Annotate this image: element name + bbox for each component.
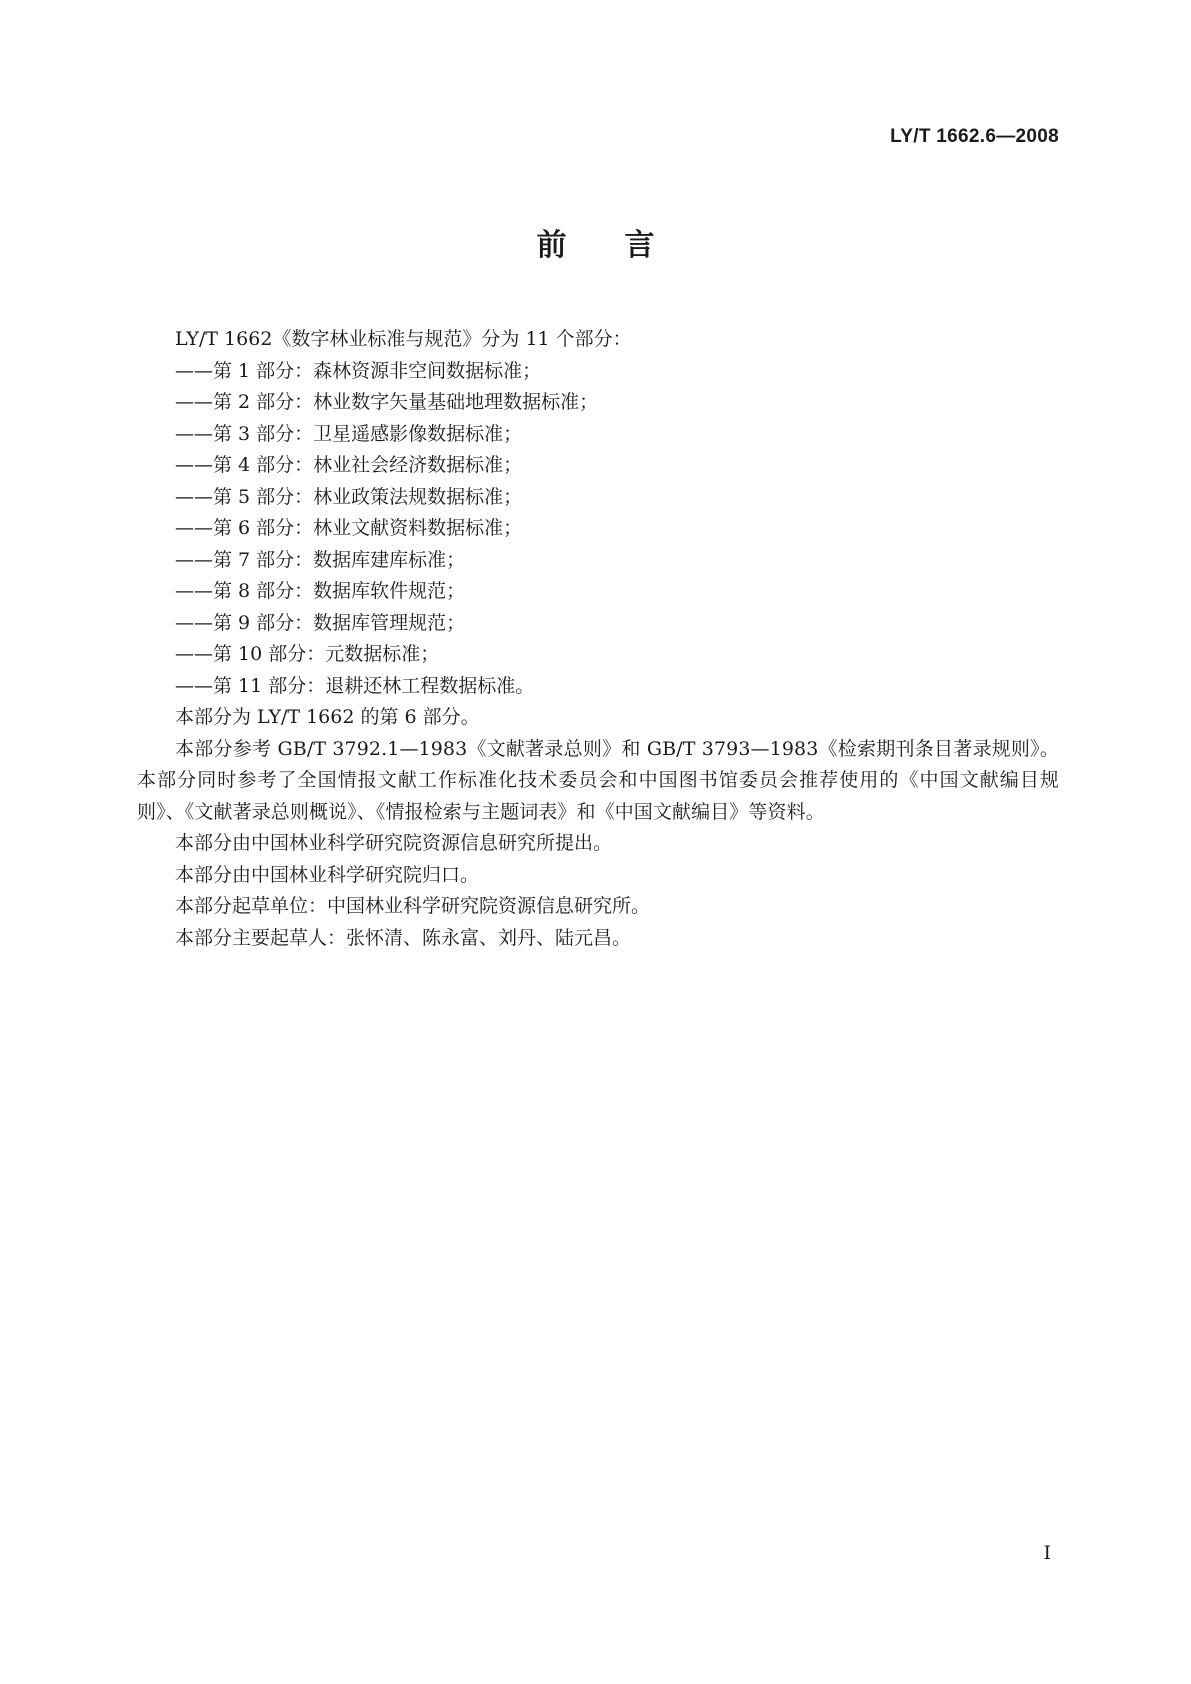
centralized-by: 本部分由中国林业科学研究院归口。 bbox=[175, 863, 480, 886]
page-title: 前言 bbox=[536, 228, 713, 263]
list-item-part-2: ——第 2 部分：林业数字矢量基础地理数据标准； bbox=[175, 391, 599, 413]
foreword-body bbox=[137, 324, 1059, 954]
list-item-part-3: ——第 3 部分：卫星遥感影像数据标准； bbox=[175, 422, 523, 445]
list-item-part-11: ——第 11 部分：退耕还林工程数据标准。 bbox=[175, 674, 535, 697]
list-item-part-4: ——第 4 部分：林业社会经济数据标准； bbox=[175, 454, 523, 476]
list-item-part-10: ——第 10 部分：元数据标准； bbox=[175, 643, 440, 665]
list-item-part-9: ——第 9 部分：数据库管理规范； bbox=[175, 611, 466, 634]
list-item-part-5: ——第 5 部分：林业政策法规数据标准； bbox=[175, 485, 523, 508]
references-paragraph: 本部分参考 GB/T 3792.1—1983《文献著录总则》和 GB/T 3793—1983《检索期刊条目著录规则》。本部分同时参考了全国情报文献工作标准化技术委员会和中国图书馆委员会推荐使用的《中国文献编目规则》、《文献著录总则概说》、《情报检索与主题词表》和《中国文献编目》等资料。 bbox=[137, 737, 1059, 823]
page-number: I bbox=[1043, 1542, 1051, 1564]
parts-intro: LY/T 1662《数字林业标准与规范》分为 11 个部分： bbox=[175, 328, 632, 350]
proposed-by: 本部分由中国林业科学研究院资源信息研究所提出。 bbox=[175, 832, 613, 854]
standard-code: LY/T 1662.6—2008 bbox=[890, 126, 1059, 147]
list-item-part-1: ——第 1 部分：森林资源非空间数据标准； bbox=[175, 359, 542, 382]
part-statement: 本部分为 LY/T 1662 的第 6 部分。 bbox=[175, 706, 480, 728]
list-item-part-8: ——第 8 部分：数据库软件规范； bbox=[175, 580, 466, 602]
list-item-part-6: ——第 6 部分：林业文献资料数据标准； bbox=[175, 517, 523, 539]
list-item-part-7: ——第 7 部分：数据库建库标准； bbox=[175, 548, 466, 571]
drafting-unit: 本部分起草单位：中国林业科学研究院资源信息研究所。 bbox=[175, 895, 651, 917]
main-drafters: 本部分主要起草人：张怀清、陈永富、刘丹、陆元昌。 bbox=[175, 926, 632, 949]
